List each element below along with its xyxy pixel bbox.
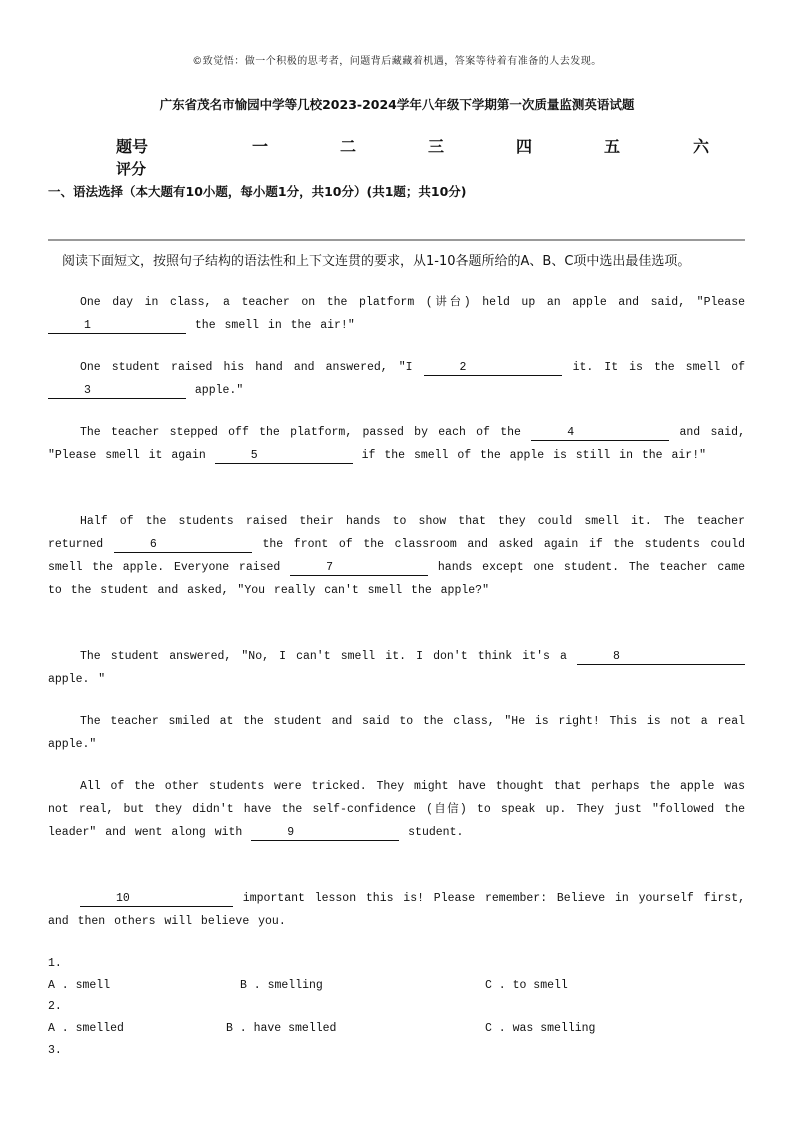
paragraph-3 [48, 421, 745, 467]
option-a[interactable]: A . smell [48, 979, 111, 992]
paragraph-5 [48, 645, 745, 691]
blank-9[interactable]: 9 [251, 826, 399, 841]
paragraph-2 [48, 356, 745, 402]
divider [48, 239, 745, 241]
section-title: 一、语法选择（本大题有10小题，每小题1分，共10分）(共1题；共10分) [48, 184, 467, 199]
score-col-5: 五 [604, 137, 621, 156]
question-2-number: 2. [48, 1000, 62, 1013]
paragraph-text: important lesson this is! Please remember: Believe in yourself first, and then others will believe you. [48, 892, 745, 928]
score-col-1: 一 [252, 137, 269, 156]
option-b[interactable]: B . smelling [240, 979, 323, 992]
paragraph-text: One student raised his hand and answered, "I [80, 361, 413, 374]
paragraph-text: All of the other students were tricked. They might have thought that perhaps the apple was not real, but they didn't have the self-confidence (自信) to speak up. They just "followed the leader" and went along with [48, 780, 745, 839]
option-c[interactable]: C . was smelling [485, 1022, 596, 1035]
score-table-score-label: 评分 [116, 160, 147, 178]
blank-7[interactable]: 7 [290, 561, 428, 576]
blank-2[interactable]: 2 [424, 361, 562, 376]
paragraph-7 [48, 775, 745, 844]
blank-1[interactable]: 1 [48, 319, 186, 334]
option-a[interactable]: A . smelled [48, 1022, 124, 1035]
question-1-options [48, 975, 745, 996]
paragraph-1 [48, 291, 745, 337]
paragraph-text: and said, "Please smell it again [48, 426, 745, 462]
paragraph-text: The teacher smiled at the student and said to the class, "He is right! This is not a real apple." [48, 715, 745, 751]
paragraph-text: One day in class, a teacher on the platform (讲台) held up an apple and said, "Please [80, 296, 745, 309]
option-b[interactable]: B . have smelled [226, 1022, 337, 1035]
score-table-question-label: 题号 [116, 137, 149, 156]
score-table [116, 134, 716, 156]
instructions: 阅读下面短文，按照句子结构的语法性和上下文连贯的要求，从1-10各题所给的A、B、C项中选出最佳选项。 [62, 254, 691, 269]
score-col-4: 四 [516, 137, 533, 156]
score-col-3: 三 [428, 137, 445, 156]
paragraph-text: Half of the students raised their hands to show that they could smell it. The teacher returned [48, 515, 745, 551]
paragraph-text: apple. " [48, 673, 106, 686]
paragraph-text: apple." [194, 384, 244, 397]
paragraph-text: if the smell of the apple is still in the air!" [361, 449, 706, 462]
paragraph-text: student. [408, 826, 464, 839]
score-col-2: 二 [340, 137, 357, 156]
blank-10[interactable]: 10 [80, 892, 233, 907]
paragraph-6 [48, 710, 745, 756]
paragraph-text: The teacher stepped off the platform, passed by each of the [80, 426, 521, 439]
page-title: 广东省茂名市愉园中学等几校2023-2024学年八年级下学期第一次质量监测英语试题 [159, 97, 635, 112]
question-3-number: 3. [48, 1044, 62, 1057]
paragraph-text: The student answered, "No, I can't smell it. I don't think it's a [80, 650, 567, 663]
blank-4[interactable]: 4 [531, 426, 669, 441]
question-2-options [48, 1018, 745, 1039]
header-banner: ©致觉悟：做一个积极的思考者，问题背后藏藏着机遇，答案等待着有准备的人去发现。 [192, 56, 602, 67]
blank-5[interactable]: 5 [215, 449, 353, 464]
blank-3[interactable]: 3 [48, 384, 186, 399]
paragraph-text: the front of the classroom and asked again if the students could smell the apple. Everyone raised [48, 538, 746, 574]
paragraph-8 [48, 887, 745, 933]
blank-8[interactable]: 8 [577, 650, 745, 665]
paragraph-text: the smell in the air!" [194, 319, 355, 332]
paragraph-4 [48, 510, 745, 602]
paragraph-text: hands except one student. The teacher came to the student and asked, "You really can't smell the apple?" [48, 561, 745, 597]
question-1-number: 1. [48, 957, 62, 970]
blank-6[interactable]: 6 [114, 538, 252, 553]
option-c[interactable]: C . to smell [485, 979, 568, 992]
paragraph-text: it. It is the smell of [572, 361, 746, 374]
score-col-6: 六 [693, 137, 710, 156]
